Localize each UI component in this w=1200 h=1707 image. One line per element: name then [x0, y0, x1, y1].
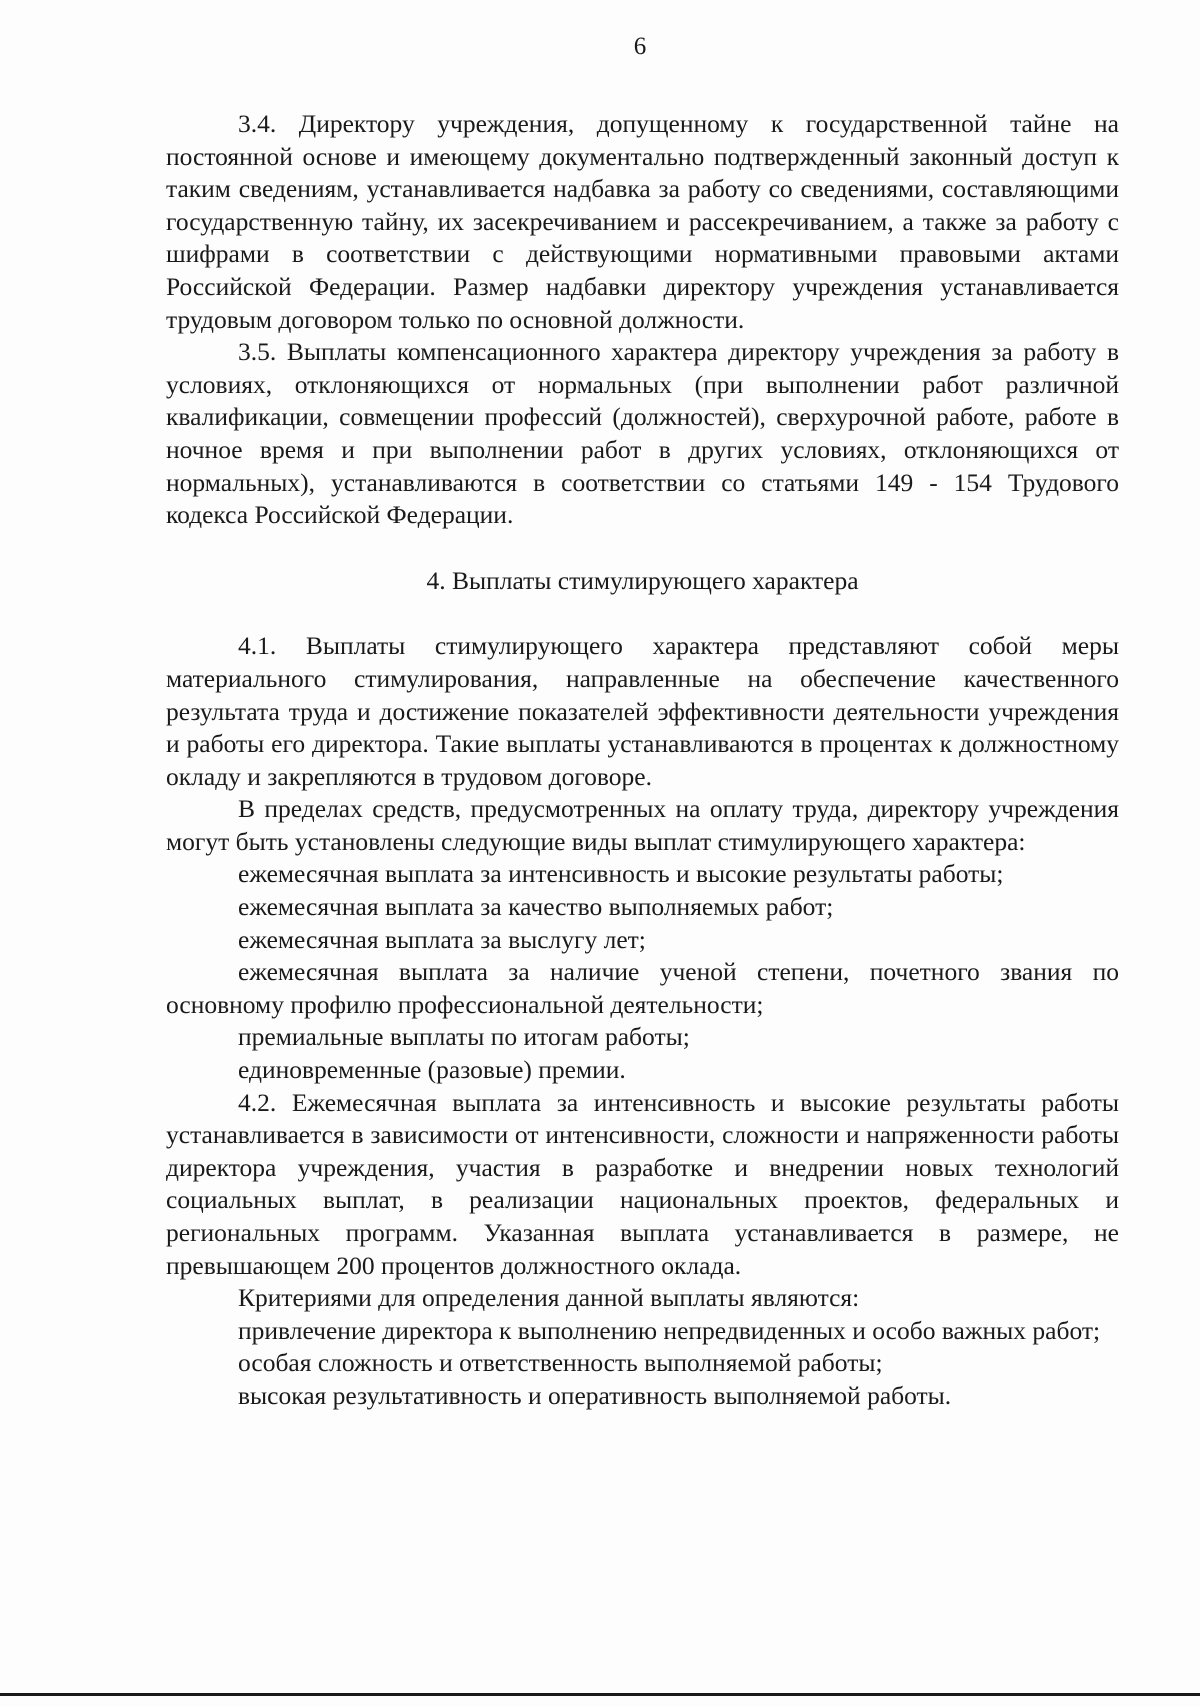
- list-item: премиальные выплаты по итогам работы;: [238, 1022, 690, 1052]
- list-item: ежемесячная выплата за интенсивность и высокие результаты работы;: [238, 859, 1004, 889]
- list-item: ежемесячная выплата за выслугу лет;: [238, 924, 646, 954]
- list-item: единовременные (разовые) премии.: [238, 1055, 626, 1085]
- list-item: высокая результативность и оперативность выполняемой работы.: [238, 1380, 952, 1410]
- paragraph-4-2: 4.2. Ежемесячная выплата за интенсивность и высокие результаты работы устанавливается в зависимости от интенсивности, сложности и напряженности работы директора учреждения, участия в разработке и внедрении новых технологий социальных выплат, в реализации национальных проектов, федеральных и региональных программ. Указанная выплата устанавливается в размере, не превышающем 200 процентов должностного оклада.: [166, 1087, 1119, 1280]
- list-item: особая сложность и ответственность выполняемой работы;: [238, 1348, 883, 1378]
- page-number: 6: [633, 33, 647, 60]
- bottom-scan-edge: [0, 1693, 1200, 1696]
- list-item: привлечение директора к выполнению непредвиденных и особо важных работ;: [238, 1315, 1101, 1345]
- paragraph-4-1-limits: В пределах средств, предусмотренных на оплату труда, директору учреждения могут быть установлены следующие виды выплат стимулирующего характера:: [166, 794, 1119, 856]
- paragraph-3-5: 3.5. Выплаты компенсационного характера директору учреждения за работу в условиях, отклоняющихся от нормальных (при выполнении работ различной квалификации, совмещении профессий (должностей), сверхурочной работе, работе в ночное время и при выполнении работ в других условиях, отклоняющихся от нормальных), устанавливаются в соответствии со статьями 149 - 154 Трудового кодекса Российской Федерации.: [166, 337, 1119, 530]
- criteria-intro: Критериями для определения данной выплаты являются:: [238, 1283, 860, 1313]
- section-heading: 4. Выплаты стимулирующего характера: [426, 565, 859, 595]
- list-item: ежемесячная выплата за наличие ученой степени, почетного звания по основному профилю профессиональной деятельности;: [166, 957, 1119, 1019]
- document-body: [166, 108, 1119, 1413]
- list-item: ежемесячная выплата за качество выполняемых работ;: [238, 892, 834, 922]
- paragraph-3-4: 3.4. Директору учреждения, допущенному к государственной тайне на постоянной основе и имеющему документально подтвержденный законный доступ к таким сведениям, устанавливается надбавка за работу со сведениями, составляющими государственную тайну, их засекречиванием и рассекречиванием, а также за работу с шифрами в соответствии с действующими нормативными правовыми актами Российской Федерации. Размер надбавки директору учреждения устанавливается трудовым договором только по основной должности.: [166, 109, 1119, 334]
- paragraph-4-1: 4.1. Выплаты стимулирующего характера представляют собой меры материального стимулирования, направленные на обеспечение качественного результата труда и достижение показателей эффективности деятельности учреждения и работы его директора. Такие выплаты устанавливаются в процентах к должностному окладу и закрепляются в трудовом договоре.: [166, 631, 1119, 791]
